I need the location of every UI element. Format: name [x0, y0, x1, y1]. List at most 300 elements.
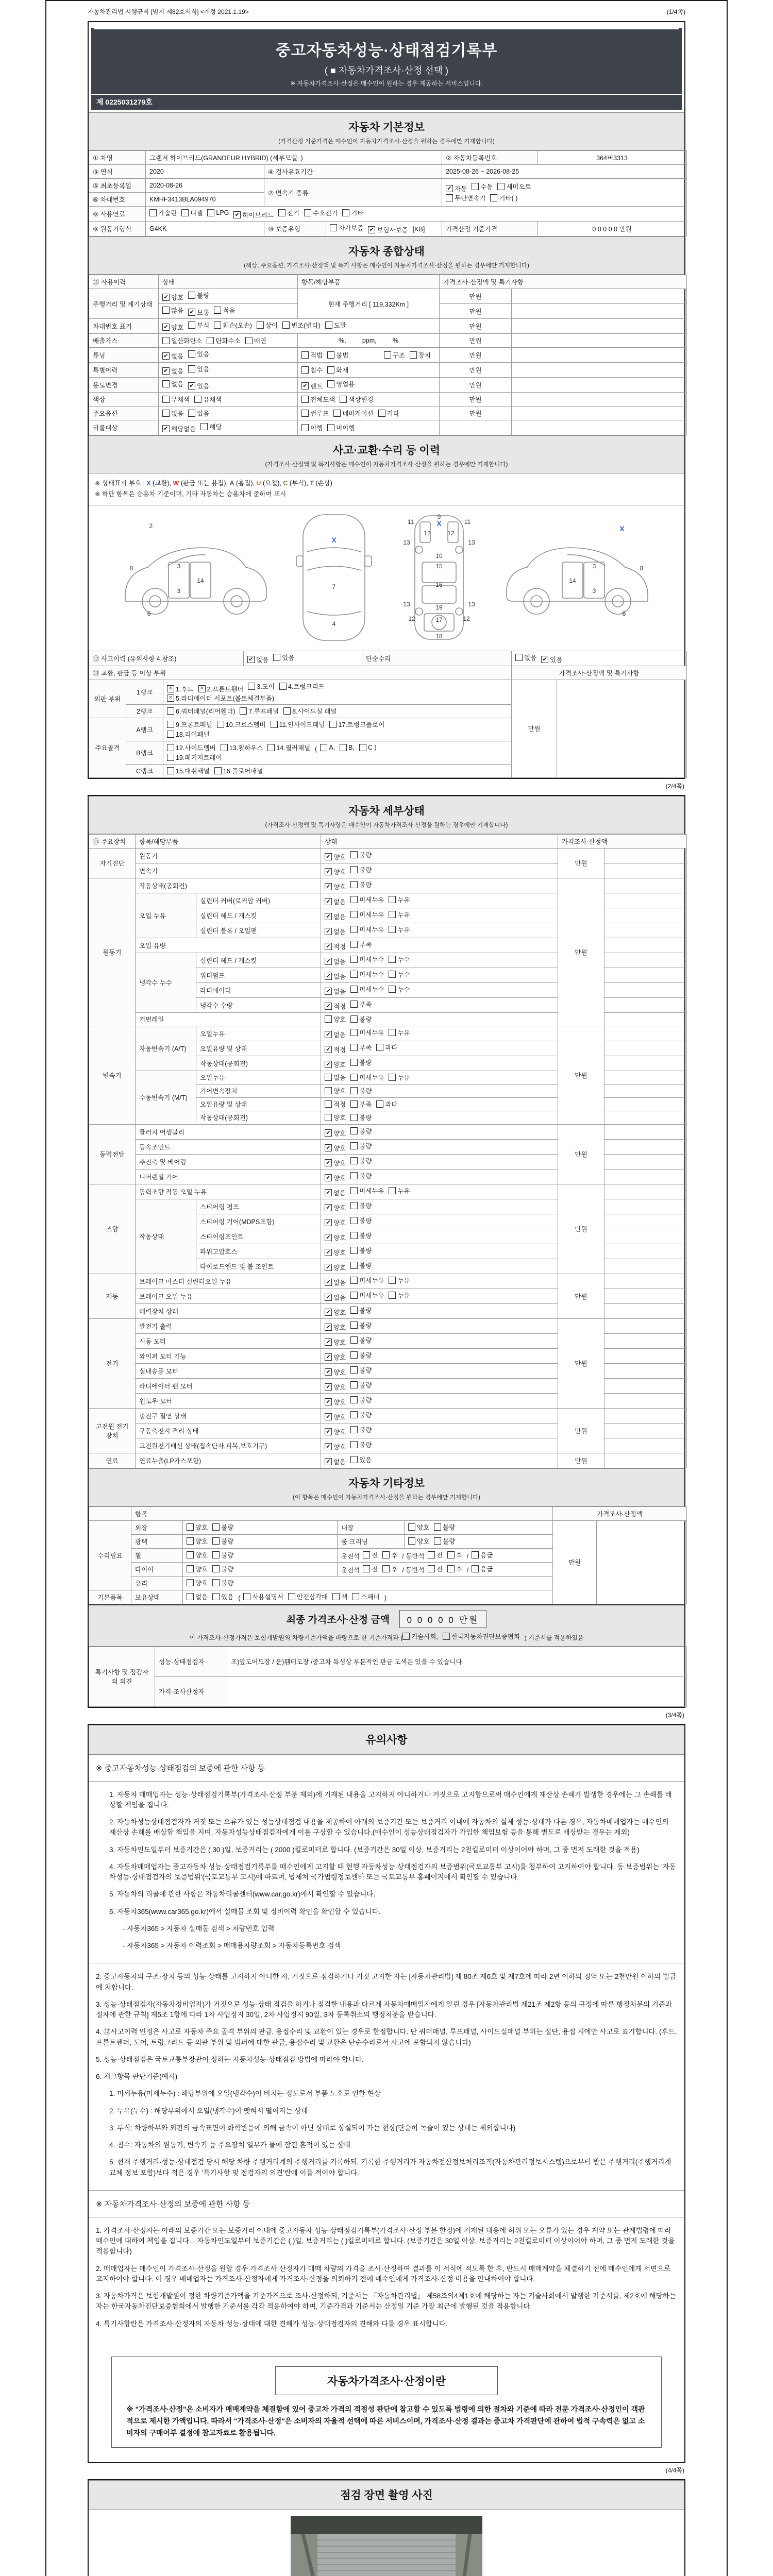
checkbox-10.크로스멤버[interactable] — [217, 720, 266, 729]
final-price-band — [89, 1604, 684, 1647]
checkbox-양호[interactable] — [325, 1158, 346, 1167]
checkbox-불량[interactable] — [350, 1395, 372, 1404]
state-checks — [321, 1453, 558, 1468]
checkbox-없음[interactable] — [325, 1293, 346, 1302]
checkbox-7.루프패널[interactable] — [240, 706, 279, 716]
checkbox-양호[interactable] — [325, 1060, 346, 1069]
checkbox-양호[interactable] — [325, 1086, 346, 1095]
mark-A-icon: A — [229, 480, 234, 487]
checkbox-불법[interactable] — [327, 350, 348, 360]
checkbox-없음[interactable] — [325, 1457, 346, 1466]
checkbox-세미오토[interactable] — [497, 182, 531, 191]
checkbox-한국자동차진단보증협회[interactable] — [443, 1632, 520, 1641]
note-cell — [512, 304, 687, 319]
checkbox-많음[interactable] — [162, 306, 183, 315]
checkbox-불량[interactable] — [350, 1380, 372, 1389]
checkbox-수동[interactable] — [472, 182, 493, 191]
checkbox-label: 불량 — [359, 1087, 372, 1095]
note-cell — [604, 1229, 687, 1244]
checkbox-적정[interactable] — [325, 1099, 346, 1109]
checkbox-전[interactable] — [428, 1550, 443, 1560]
checkbox-양호[interactable] — [325, 1173, 346, 1182]
checkbox-18.리어패널[interactable] — [167, 730, 210, 739]
checkbox-미세누수[interactable] — [350, 970, 384, 979]
checkbox-empty-icon — [376, 1044, 383, 1051]
checkbox-양호[interactable] — [187, 1550, 208, 1560]
diagram-top-view — [290, 511, 378, 645]
checkbox-checked-icon: ✔ — [325, 853, 332, 860]
checkbox-후[interactable] — [447, 1564, 462, 1573]
checkbox-empty-icon — [187, 1537, 194, 1545]
checkbox-없음[interactable] — [325, 1030, 346, 1039]
checkbox-후[interactable] — [447, 1550, 462, 1560]
checkbox-디젤[interactable] — [181, 208, 203, 217]
checkbox-누유[interactable] — [389, 895, 410, 904]
device-group-원동기: 원동기 — [89, 878, 136, 1026]
checkbox-불량[interactable] — [350, 1141, 372, 1150]
checkbox-label: 누유 — [397, 1277, 410, 1284]
checkbox-양호[interactable] — [325, 1218, 346, 1227]
checkbox-12.사이드멤버[interactable] — [167, 743, 216, 752]
checkbox-과다[interactable] — [376, 1043, 397, 1052]
checkbox-누수[interactable] — [389, 985, 410, 994]
checkbox-양호[interactable] — [408, 1536, 429, 1546]
checkbox-불량[interactable] — [350, 1410, 372, 1419]
inspector-opinion-table — [89, 1647, 684, 1707]
checkbox-label: 디젤 — [190, 210, 203, 217]
checkbox-불량[interactable] — [350, 865, 372, 874]
checkbox-checked-icon: ✔ — [325, 1234, 332, 1241]
checkbox-없음[interactable] — [162, 366, 183, 376]
checkbox-누유[interactable] — [389, 1291, 410, 1300]
checkbox-영업용[interactable] — [327, 379, 355, 388]
checkbox-empty-icon — [382, 1565, 390, 1572]
checkbox-label: 사용설명서 — [252, 1594, 283, 1601]
checkbox-불량[interactable] — [350, 1261, 372, 1270]
checkbox-3.도어[interactable] — [248, 682, 275, 691]
checkbox-양호[interactable] — [325, 1248, 346, 1257]
checkbox-도말[interactable] — [325, 320, 346, 330]
checkbox-C )[interactable] — [359, 744, 377, 751]
checkbox-부식[interactable] — [188, 320, 209, 330]
checkbox-있음[interactable] — [212, 1592, 233, 1601]
checkbox-empty-icon — [350, 926, 358, 933]
price-cell: 만원 — [440, 406, 512, 420]
checkbox-없음[interactable] — [325, 912, 346, 921]
checkbox-empty-icon — [350, 1087, 358, 1094]
checkbox-label: 10.크로스멤버 — [225, 721, 266, 728]
checkbox-불량[interactable] — [350, 1216, 372, 1225]
device-group-제동: 제동 — [89, 1274, 136, 1318]
checkbox-과다[interactable] — [376, 1099, 397, 1109]
checkbox-구조[interactable] — [384, 350, 405, 360]
checkbox-불량[interactable] — [350, 1171, 372, 1180]
rank-label: 1랭크 — [126, 680, 163, 704]
checkbox-양호[interactable] — [325, 1352, 346, 1362]
checkbox-checked-icon: ✔ — [325, 1413, 332, 1420]
checkbox-checked-icon: ✔ — [325, 1204, 332, 1211]
checkbox-label: 없음 — [333, 988, 346, 995]
checkbox-기타[interactable] — [378, 409, 399, 418]
checkbox-썬루프[interactable] — [301, 409, 329, 418]
checkbox-이행[interactable] — [301, 423, 323, 432]
checkbox-checked-icon: ✔ — [162, 352, 170, 360]
checkbox-9.프론트패널[interactable] — [167, 720, 212, 729]
checkbox-label: 없음 — [171, 381, 184, 388]
checkbox-화재[interactable] — [327, 365, 348, 375]
checkbox-label: 후 — [391, 1551, 398, 1559]
note-cell — [604, 1438, 687, 1453]
checkbox-부족[interactable] — [350, 1099, 372, 1109]
checkbox-불량[interactable] — [212, 1564, 233, 1573]
note-cell — [604, 953, 687, 968]
checkbox-보험사보증[interactable] — [368, 225, 408, 234]
checkbox-양호[interactable] — [162, 293, 183, 302]
checkbox-1.후드[interactable] — [167, 684, 194, 693]
checkbox-있음[interactable] — [350, 1455, 372, 1464]
checkbox-양호[interactable] — [325, 1442, 346, 1451]
checkbox-적정[interactable] — [325, 942, 346, 951]
state-checks — [321, 953, 558, 968]
checkbox-불량[interactable] — [212, 1550, 233, 1560]
checkbox-label: 8.사이드실 패널 — [292, 707, 337, 715]
checkbox-불량[interactable] — [350, 1350, 372, 1360]
checkbox-네비게이션[interactable] — [333, 409, 373, 418]
checkbox-전[interactable] — [428, 1564, 443, 1573]
checkbox-empty-icon — [327, 366, 334, 374]
checkbox-미이행[interactable] — [327, 423, 355, 432]
checkbox-색상변경[interactable] — [340, 395, 373, 404]
checkbox-2.프론트휀더[interactable] — [198, 684, 244, 693]
checkbox-양호[interactable] — [325, 1203, 346, 1212]
checkbox-양호[interactable] — [325, 852, 346, 861]
checkbox-불량[interactable] — [350, 1113, 372, 1122]
checkbox-일산화탄소[interactable] — [162, 336, 202, 345]
panel-number-2: 2 — [149, 522, 153, 530]
checkbox-양호[interactable] — [187, 1522, 208, 1532]
checkbox-label: 양호 — [333, 1159, 346, 1167]
checkbox-label: 렌트 — [310, 383, 323, 390]
checkbox-부족[interactable] — [350, 940, 372, 949]
checkbox-13.휠하우스[interactable] — [221, 743, 263, 752]
checkbox-양호[interactable] — [325, 1323, 346, 1332]
section-subtitle: (가격조사·산정액 및 특기사항은 매수인이 자동차가격조사·산정을 원하는 경우에만 기재합니다) — [265, 462, 508, 468]
checkbox-불량[interactable] — [434, 1536, 455, 1546]
checkbox-없음[interactable] — [325, 1278, 346, 1287]
checkbox-불량[interactable] — [350, 1306, 372, 1315]
notice-item: 2. 매매업자는 매수인이 가격조사·산정을 원할 경우 가격조사·산정자가 매매 차량의 가격을 조사·산정하여 결과를 이 서식에 적도록 한 후, 반드시 매매계약을 체결하기 전에 매수인에게 서면으로 고지하여야 합니다. 이 경우 매매업자는 가격조사·산정자에게 가격조사·산정을 의뢰하기 전에 매수인에게 가격조사·산정 비용을 안내하여야 합니다. — [96, 2264, 671, 2283]
checkbox-양호[interactable] — [325, 1014, 346, 1024]
page-2 — [88, 795, 685, 1708]
first-reg-value: 2020-08-26 — [146, 179, 264, 193]
accident-history-rows — [89, 651, 684, 778]
checkbox-불량[interactable] — [350, 1440, 372, 1449]
checkbox-불량[interactable] — [434, 1522, 455, 1532]
checkbox-사용설명서[interactable] — [243, 1592, 283, 1601]
checkbox-불량[interactable] — [350, 1086, 372, 1095]
checkbox-응급[interactable] — [472, 1550, 493, 1560]
checkbox-누유[interactable] — [389, 1073, 410, 1082]
checkbox-불량[interactable] — [350, 1320, 372, 1330]
checkbox-후[interactable] — [382, 1550, 397, 1560]
checkbox-checked-icon: ✕ — [167, 694, 174, 702]
checkbox-15.대쉬패널[interactable] — [167, 766, 210, 775]
checkbox-없음[interactable] — [247, 655, 268, 664]
checkbox-누유[interactable] — [389, 1028, 410, 1037]
checkbox-전기[interactable] — [278, 208, 299, 217]
checkbox-누수[interactable] — [389, 970, 410, 979]
checkbox-empty-icon — [245, 337, 253, 344]
checkbox-없음[interactable] — [325, 927, 346, 936]
basic-info-header — [89, 112, 684, 150]
checkbox-양호[interactable] — [325, 1367, 346, 1377]
etc-info-table — [89, 1506, 684, 1604]
checkbox-label: 양호 — [333, 1129, 346, 1137]
checkbox-B,[interactable] — [340, 744, 355, 751]
checkbox-empty-icon — [350, 851, 358, 858]
checkbox-없음[interactable] — [325, 1188, 346, 1197]
checkbox-14.필러패널[interactable] — [267, 743, 310, 752]
checkbox-불량[interactable] — [350, 1246, 372, 1255]
checkbox-보통[interactable] — [188, 308, 209, 317]
detail-state-table — [89, 834, 687, 1468]
checkbox-empty-icon — [389, 911, 396, 918]
checkbox-유채색[interactable] — [194, 395, 222, 404]
checkbox-누수[interactable] — [389, 955, 410, 964]
checkbox-누유[interactable] — [389, 1276, 410, 1285]
checkbox-없음[interactable] — [187, 1592, 208, 1601]
checkbox-있음[interactable] — [541, 655, 562, 664]
checkbox-양호[interactable] — [325, 1113, 346, 1122]
checkbox-장치[interactable] — [410, 350, 431, 360]
checkbox-누유[interactable] — [389, 925, 410, 934]
checkbox-부족[interactable] — [350, 1043, 372, 1052]
checkbox-불량[interactable] — [188, 291, 209, 300]
checkbox-없음[interactable] — [325, 1073, 346, 1082]
checkbox-양호[interactable] — [187, 1536, 208, 1546]
checkbox-불량[interactable] — [350, 1058, 372, 1067]
checkbox-양호[interactable] — [325, 1308, 346, 1317]
checkbox-안전삼각대[interactable] — [288, 1592, 328, 1601]
checkbox-미세누수[interactable] — [350, 955, 384, 964]
checkbox-empty-icon — [389, 956, 396, 963]
checkbox-checked-icon: ✔ — [325, 1309, 332, 1316]
checkbox-8.사이드실 패널[interactable] — [283, 706, 337, 716]
checkbox-label: 불량 — [359, 1262, 372, 1269]
checkbox-스패너[interactable] — [352, 1592, 379, 1601]
checkbox-empty-icon — [279, 683, 287, 690]
checkbox-수소전기[interactable] — [304, 208, 338, 217]
checkbox-없음[interactable] — [162, 351, 183, 361]
checkbox-없음[interactable] — [325, 987, 346, 996]
checkbox-label: 불량 — [359, 1157, 372, 1165]
checkbox-불량[interactable] — [212, 1536, 233, 1546]
note-cell — [604, 982, 687, 997]
checkbox-label: 미세누유 — [359, 1029, 384, 1037]
checkbox-무채색[interactable] — [162, 395, 190, 404]
checkbox-변조(변타)[interactable] — [282, 320, 321, 330]
checkbox-16.플로어패널[interactable] — [214, 766, 263, 775]
checkbox-양호[interactable] — [325, 882, 346, 891]
checkbox-기술사회,[interactable] — [402, 1632, 438, 1641]
checkbox-적법[interactable] — [301, 350, 323, 360]
checkbox-적정[interactable] — [325, 1002, 346, 1011]
checkbox-가솔린[interactable] — [149, 208, 177, 217]
checkbox-적음[interactable] — [214, 306, 235, 315]
checkbox-미세누유[interactable] — [350, 910, 384, 919]
checkbox-전[interactable] — [363, 1550, 378, 1560]
checkbox-4.트렁크리드[interactable] — [279, 682, 325, 691]
checkbox-양호[interactable] — [187, 1564, 208, 1573]
checkbox-누유[interactable] — [389, 1186, 410, 1195]
checkbox-해당[interactable] — [200, 422, 222, 431]
checkbox-무단변속기[interactable] — [446, 193, 485, 202]
checkbox-불량[interactable] — [350, 1231, 372, 1240]
checkbox-불량[interactable] — [350, 850, 372, 859]
state-checks — [321, 1408, 558, 1423]
checkbox-6.쿼터패널(리어휀더)[interactable] — [167, 706, 235, 716]
checkbox-없음[interactable] — [162, 409, 183, 418]
checkbox-있음[interactable] — [273, 653, 294, 662]
checkbox-없음[interactable] — [515, 653, 536, 662]
checkbox-label: 적정 — [333, 1003, 346, 1010]
section-title: 유의사항 — [365, 1734, 408, 1746]
row-label-주요옵션: 주요옵션 — [89, 406, 159, 420]
section-title: 자동차 기타정보 — [348, 1477, 425, 1489]
checkbox-19.패키지트레이[interactable] — [167, 753, 222, 762]
checkbox-매연[interactable] — [245, 336, 266, 345]
checkbox-empty-icon — [340, 744, 347, 751]
checkbox-적정[interactable] — [325, 1045, 346, 1054]
checkbox-checked-icon: ✔ — [325, 1458, 332, 1465]
checkbox-양호[interactable] — [325, 1233, 346, 1242]
checkbox-상이[interactable] — [257, 320, 278, 330]
checkbox-불량[interactable] — [350, 1201, 372, 1210]
checkbox-empty-icon — [350, 1411, 358, 1418]
checkbox-미세누유[interactable] — [350, 1028, 384, 1037]
checkbox-양호[interactable] — [325, 867, 346, 876]
checkbox-양호[interactable] — [325, 1382, 346, 1392]
checkbox-미세누유[interactable] — [350, 1276, 384, 1285]
checkbox-11.인사이드패널[interactable] — [271, 720, 325, 729]
checkbox-불량[interactable] — [350, 880, 372, 889]
item-label: 실린더 헤드 / 개스킷 — [196, 908, 321, 923]
checkbox-기타( )[interactable] — [490, 193, 517, 202]
checkbox-누유[interactable] — [389, 910, 410, 919]
note-cell — [604, 1012, 687, 1026]
checkbox-A,[interactable] — [320, 744, 335, 751]
checkbox-응급[interactable] — [472, 1564, 493, 1573]
checkbox-양호[interactable] — [325, 1427, 346, 1436]
checkbox-침수[interactable] — [301, 365, 323, 375]
checkbox-양호[interactable] — [325, 1263, 346, 1272]
checkbox-미세누유[interactable] — [350, 1073, 384, 1082]
checkbox-해당없음[interactable] — [162, 424, 196, 433]
checkbox-empty-icon — [162, 307, 170, 314]
notice-item: 1. 미세누유(미세누수) : 해당부위에 오일(냉각수)이 비치는 정도로서 부품 노후로 인한 현상 — [109, 2090, 381, 2098]
item-label: 시동 모터 — [136, 1333, 321, 1348]
checkbox-checked-icon: ✔ — [325, 1353, 332, 1361]
checkbox-전[interactable] — [363, 1564, 378, 1573]
checkbox-양호[interactable] — [325, 1397, 346, 1406]
checkbox-없음[interactable] — [325, 897, 346, 906]
checkbox-불량[interactable] — [350, 1156, 372, 1165]
checkbox-미세누수[interactable] — [350, 985, 384, 994]
diagram-underside-view — [395, 511, 483, 645]
checkbox-미세누유[interactable] — [350, 925, 384, 934]
checkbox-없음[interactable] — [325, 957, 346, 966]
checkbox-자동[interactable] — [446, 184, 467, 193]
checkbox-있음[interactable] — [188, 364, 209, 374]
checkbox-잭[interactable] — [332, 1592, 347, 1601]
checkbox-있음[interactable] — [188, 409, 209, 418]
checkbox-있음[interactable] — [188, 349, 209, 359]
checkbox-미세누유[interactable] — [350, 895, 384, 904]
checkbox-양호[interactable] — [325, 1128, 346, 1138]
state-checks — [321, 1214, 558, 1229]
checkbox-기타[interactable] — [342, 208, 363, 217]
checkbox-탄화수소[interactable] — [207, 336, 240, 345]
checkbox-불량[interactable] — [350, 1014, 372, 1024]
checkbox-전체도색[interactable] — [301, 395, 335, 404]
checkbox-불량[interactable] — [350, 1425, 372, 1434]
checkbox-불량[interactable] — [350, 1365, 372, 1375]
checkbox-없음[interactable] — [325, 972, 346, 981]
note-cell — [604, 1071, 687, 1084]
checkbox-17.트렁크플로어[interactable] — [329, 720, 384, 729]
item-a-checks — [183, 1548, 338, 1562]
checkbox-양호[interactable] — [325, 1412, 346, 1421]
checkbox-불량[interactable] — [350, 1335, 372, 1345]
checkbox-있음[interactable] — [188, 381, 209, 391]
checkbox-부족[interactable] — [350, 999, 372, 1009]
note-cell — [604, 1026, 687, 1041]
group-price-cell: 만원 — [558, 1408, 604, 1453]
checkbox-불량[interactable] — [212, 1522, 233, 1532]
rank-checks — [163, 741, 512, 764]
checkbox-양호[interactable] — [325, 1143, 346, 1153]
checkbox-양호[interactable] — [408, 1522, 429, 1532]
checkbox-양호[interactable] — [325, 1337, 346, 1347]
basic-info-table — [89, 150, 687, 236]
state-checks — [321, 1318, 558, 1333]
sub-group-label: 냉각수 누수 — [136, 953, 196, 1012]
checkbox-하이브리드[interactable] — [233, 210, 273, 219]
state-checks — [321, 1199, 558, 1214]
checkbox-5.라디에이터 서포트(볼트체결부품)[interactable] — [167, 693, 274, 703]
checkbox-LPG[interactable] — [207, 209, 229, 216]
checkbox-label: 불량 — [359, 1217, 372, 1225]
checkbox-양호[interactable] — [187, 1578, 208, 1587]
checkbox-empty-icon — [402, 1633, 410, 1640]
state-checks — [321, 968, 558, 982]
checkbox-후[interactable] — [382, 1564, 397, 1573]
checkbox-empty-icon — [188, 410, 195, 417]
checkbox-불량[interactable] — [212, 1578, 233, 1587]
checkbox-불량[interactable] — [350, 1126, 372, 1136]
checkbox-checked-icon: ✔ — [325, 1264, 332, 1271]
checkbox-미세누유[interactable] — [350, 1291, 384, 1300]
checkbox-label: 화재 — [336, 366, 349, 374]
checkbox-렌트[interactable] — [301, 381, 323, 391]
document-frame — [45, 0, 728, 2576]
checkbox-미세누유[interactable] — [350, 1186, 384, 1195]
checkbox-훼손(오손)[interactable] — [214, 320, 252, 330]
checkbox-양호[interactable] — [162, 323, 183, 332]
state-checks — [321, 848, 558, 863]
checkbox-없음[interactable] — [162, 379, 183, 388]
checkbox-자가보증[interactable] — [330, 223, 363, 232]
